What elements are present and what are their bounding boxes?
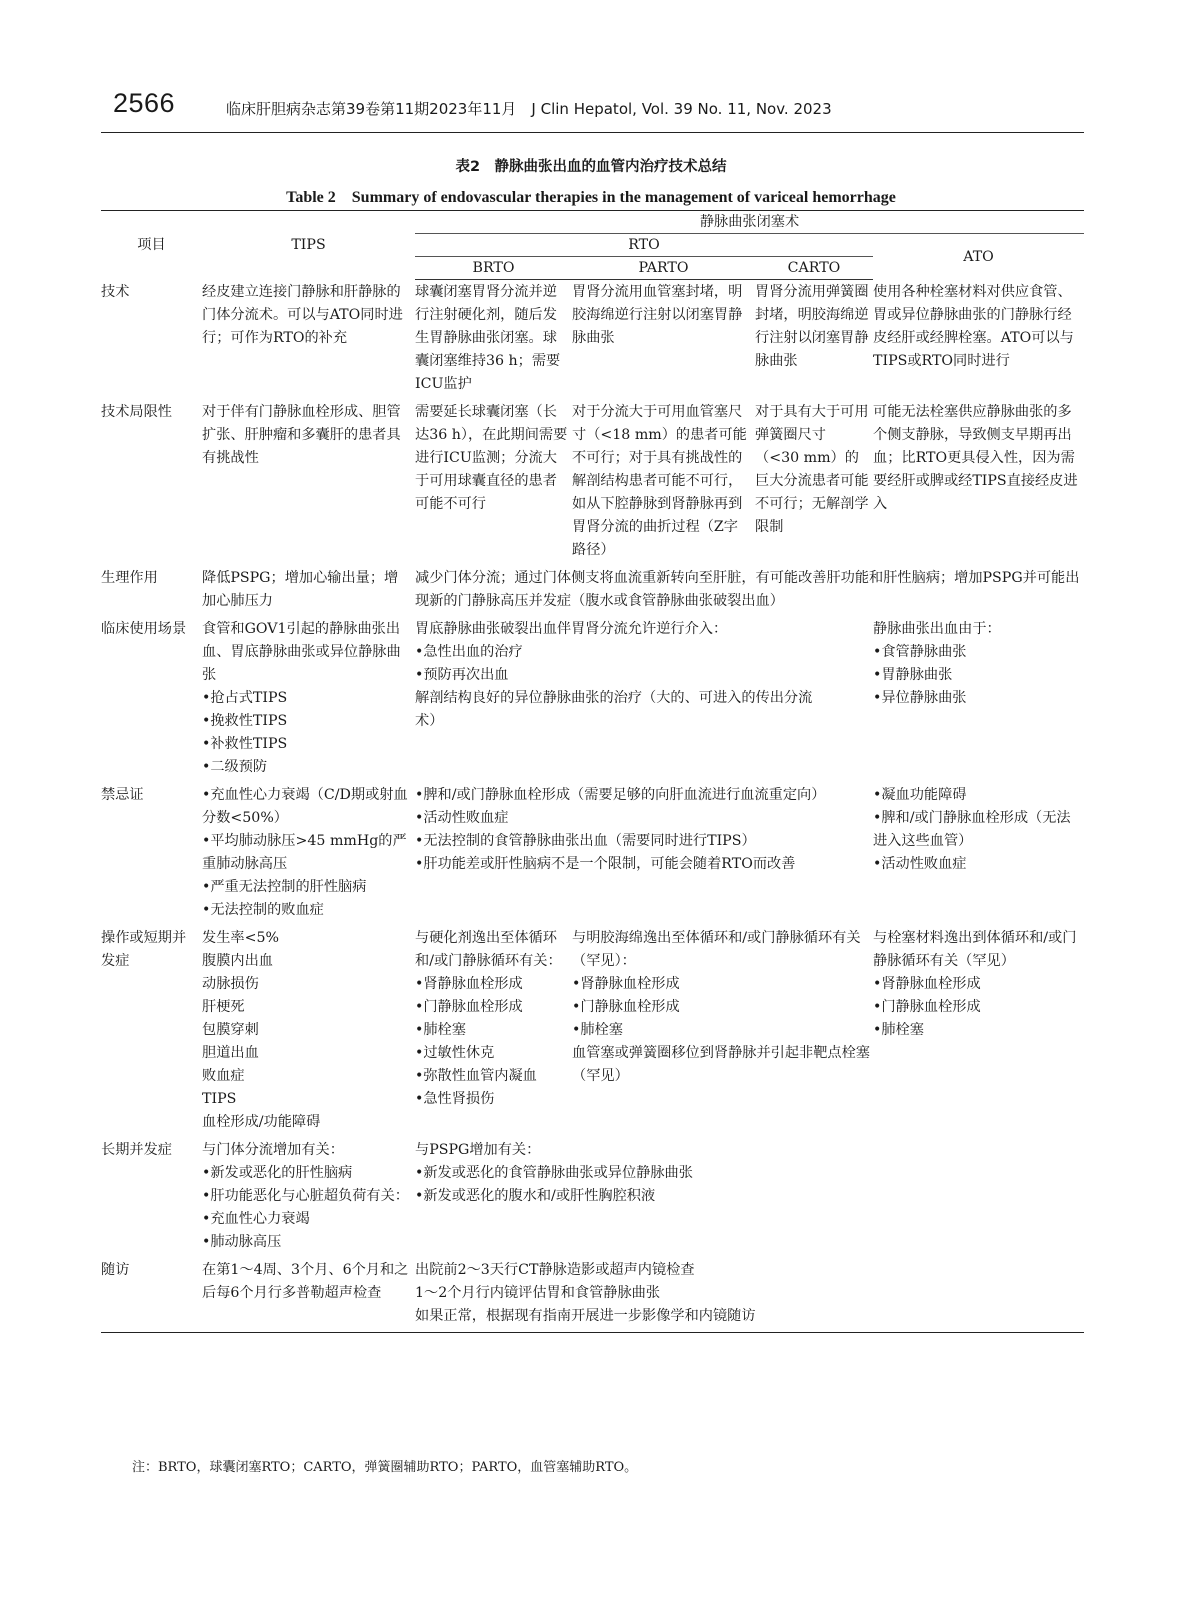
header-carto: CARTO [755, 257, 873, 280]
list-line: 与明胶海绵逸出至体循环和/或门静脉循环有关（罕见）： [572, 930, 861, 969]
list-line: •充血性心力衰竭 [202, 1211, 310, 1227]
list-line: •门静脉血栓形成 [873, 999, 981, 1015]
cell-tips [202, 783, 415, 926]
list-line: 肝梗死 [202, 999, 245, 1015]
list-line: 静脉曲张出血由于： [873, 621, 1001, 637]
cell-parto: 胃肾分流用血管塞封堵，明胶海绵逆行注射以闭塞胃静脉曲张 [572, 284, 743, 346]
page-number: 2566 [113, 88, 176, 118]
list-line: 包膜穿刺 [202, 1022, 259, 1038]
cell-tips: 对于伴有门静脉血栓形成、胆管扩张、肝肿瘤和多囊肝的患者具有挑战性 [202, 404, 401, 466]
list-line: •无法控制的败血症 [202, 902, 324, 918]
list-line: •门静脉血栓形成 [415, 999, 523, 1015]
list-line: •预防再次出血 [415, 667, 509, 683]
list-line: •活动性败血症 [873, 856, 967, 872]
row-contraindications [101, 783, 1084, 926]
row-label: 长期并发症 [101, 1142, 172, 1158]
list-line: •平均肺动脉压>45 mmHg的严重肺动脉高压 [202, 833, 407, 872]
list-line: 与PSPG增加有关： [415, 1142, 541, 1158]
list-line: •胃静脉曲张 [873, 667, 953, 683]
cell-tips [202, 926, 415, 1138]
row-limitations [101, 400, 1084, 566]
list-line: •肺动脉高压 [202, 1234, 282, 1250]
list-line: •新发或恶化的肝性脑病 [202, 1165, 353, 1181]
list-line: •异位静脉曲张 [873, 690, 967, 706]
list-line: •脾和/或门静脉血栓形成（需要足够的向肝血流进行血流重定向） [415, 787, 826, 803]
cell-rto [415, 617, 873, 783]
list-line: 解剖结构良好的异位静脉曲张的治疗（大的、可进入的传出分流术） [415, 690, 813, 729]
list-line: 胆道出血 [202, 1045, 259, 1061]
list-line: 胃底静脉曲张破裂出血伴胃肾分流允许逆行介入： [415, 621, 728, 637]
row-label: 临床使用场景 [101, 621, 187, 637]
list-line: •补救性TIPS [202, 736, 288, 752]
list-line: 腹膜内出血 [202, 953, 273, 969]
cell-rto [415, 783, 873, 926]
cell-tips: 降低PSPG；增加心输出量；增加心肺压力 [202, 570, 399, 609]
list-line: •食管静脉曲张 [873, 644, 967, 660]
running-header [101, 86, 1084, 133]
list-line: •急性肾损伤 [415, 1091, 495, 1107]
list-line: •肾静脉血栓形成 [415, 976, 523, 992]
row-technique [101, 280, 1084, 401]
list-line: 血栓形成/功能障碍 [202, 1114, 321, 1130]
list-line: •肺栓塞 [873, 1022, 924, 1038]
cell-ato [873, 617, 1084, 783]
cell-ato [873, 783, 1084, 926]
table-caption-cn: 表2 静脉曲张出血的血管内治疗技术总结 [455, 159, 727, 175]
cell-tips: 经皮建立连接门静脉和肝静脉的门体分流术。可以与ATO同时进行；可作为RTO的补充 [202, 283, 403, 346]
header-parto: PARTO [572, 257, 755, 280]
cell-carto: 胃肾分流用弹簧圈封堵，明胶海绵逆行注射以闭塞胃静脉曲张 [755, 284, 869, 369]
row-label: 禁忌证 [101, 787, 144, 803]
list-line: •肾静脉血栓形成 [572, 976, 680, 992]
list-line: •挽救性TIPS [202, 713, 288, 729]
list-line: 出院前2～3天行CT静脉造影或超声内镜检查 [415, 1262, 695, 1278]
list-line: 食管和GOV1引起的静脉曲张出血、胃底静脉曲张或异位静脉曲张 [202, 621, 401, 683]
list-line: •肝功能恶化与心脏超负荷有关： [202, 1188, 409, 1204]
list-line: 1～2个月行内镜评估胃和食管静脉曲张 [415, 1285, 661, 1301]
list-line: 发生率<5% [202, 930, 279, 946]
table-caption-en: Table 2 Summary of endovascular therapies in the management of variceal hemorrhage [286, 189, 896, 206]
cell-tips [202, 617, 415, 783]
cell-brto: 需要延长球囊闭塞（长达36 h），在此期间需要进行ICU监测；分流大于可用球囊直径的患者可能不可行 [415, 404, 568, 512]
row-label: 技术 [101, 283, 130, 300]
header-brto: BRTO [415, 257, 572, 280]
list-line: •充血性心力衰竭（C/D期或射血分数<50%） [202, 787, 408, 826]
list-line: •肺栓塞 [415, 1022, 466, 1038]
list-line: •弥散性血管内凝血 [415, 1068, 537, 1084]
header-ato: ATO [963, 248, 994, 265]
list-line: 如果正常，根据现有指南开展进一步影像学和内镜随访 [415, 1308, 756, 1324]
list-line: 与栓塞材料逸出到体循环和/或门静脉循环有关（罕见） [873, 930, 1077, 969]
header-row-1 [101, 211, 1084, 234]
list-line: •脾和/或门静脉血栓形成（无法进入这些血管） [873, 810, 1071, 849]
header-rto: RTO [415, 234, 873, 257]
list-line: 与门体分流增加有关： [202, 1142, 344, 1158]
list-line: •肺栓塞 [572, 1022, 623, 1038]
running-title: 临床肝胆病杂志第39卷第11期2023年11月 J Clin Hepatol, Vol. 39 No. 11, Nov. 2023 [226, 100, 832, 118]
row-followup [101, 1258, 1084, 1333]
row-label: 生理作用 [101, 570, 158, 586]
cell-brto [415, 926, 572, 1138]
list-line: •肝功能差或肝性脑病不是一个限制，可能会随着RTO而改善 [415, 856, 796, 872]
list-line: •严重无法控制的肝性脑病 [202, 879, 367, 895]
list-line: TIPS [202, 1091, 237, 1107]
list-line: •肾静脉血栓形成 [873, 976, 981, 992]
summary-table [101, 210, 1084, 1333]
list-line: •二级预防 [202, 759, 268, 775]
row-label: 操作或短期并发症 [101, 930, 187, 969]
list-line: •过敏性休克 [415, 1045, 495, 1061]
list-line: •新发或恶化的腹水和/或肝性胸腔积液 [415, 1188, 656, 1204]
row-label: 技术局限性 [101, 404, 172, 420]
cell-carto: 对于具有大于可用弹簧圈尺寸（<30 mm）的巨大分流患者可能不可行；无解剖学限制 [755, 404, 869, 535]
list-line: •门静脉血栓形成 [572, 999, 680, 1015]
row-label: 随访 [101, 1262, 130, 1278]
list-line: 动脉损伤 [202, 976, 259, 992]
list-line: 与硬化剂逸出至体循环和/或门静脉循环有关： [415, 930, 562, 969]
cell-tips [202, 1138, 415, 1258]
list-line: •急性出血的治疗 [415, 644, 523, 660]
cell-parto: 对于分流大于可用血管塞尺寸（<18 mm）的患者可能不可行；对于具有挑战性的解剖结构患者可能不可行，如从下腔静脉到肾静脉再到胃肾分流的曲折过程（Z字路径） [572, 404, 747, 558]
cell-ato: 可能无法栓塞供应静脉曲张的多个侧支静脉，导致侧支早期再出血；比RTO更具侵入性，因为需要经肝或脾或经TIPS直接经皮进入 [873, 404, 1078, 512]
list-line: •新发或恶化的食管静脉曲张或异位静脉曲张 [415, 1165, 693, 1181]
row-clinical-use [101, 617, 1084, 783]
list-line: •抢占式TIPS [202, 690, 288, 706]
row-physiology [101, 566, 1084, 617]
list-line: 血管塞或弹簧圈移位到肾静脉并引起非靶点栓塞（罕见） [572, 1045, 870, 1084]
cell-parto-carto [572, 926, 873, 1138]
list-line: •无法控制的食管静脉曲张出血（需要同时进行TIPS） [415, 833, 756, 849]
list-line: 败血症 [202, 1068, 245, 1084]
header-item: 项目 [137, 237, 166, 254]
cell-brto: 球囊闭塞胃肾分流并逆行注射硬化剂，随后发生胃静脉曲张闭塞。球囊闭塞维持36 h；需要ICU监护 [415, 284, 561, 392]
list-line: •活动性败血症 [415, 810, 509, 826]
cell-occlusion [415, 1138, 1084, 1258]
header-variceal-occlusion: 静脉曲张闭塞术 [415, 211, 1084, 234]
cell-tips: 在第1～4周、3个月、6个月和之后每6个月行多普勒超声检查 [202, 1262, 409, 1301]
cell-ato [873, 926, 1084, 1138]
table-note: 注：BRTO，球囊闭塞RTO；CARTO，弹簧圈辅助RTO；PARTO，血管塞辅助RTO。 [132, 1460, 638, 1475]
cell-occlusion [415, 1258, 1084, 1333]
row-long-term-complications [101, 1138, 1084, 1258]
cell-occlusion: 减少门体分流；通过门体侧支将血流重新转向至肝脏，有可能改善肝功能和肝性脑病；增加PSPG并可能出现新的门静脉高压并发症（腹水或食管静脉曲张破裂出血） [415, 570, 1080, 609]
row-short-term-complications [101, 926, 1084, 1138]
header-tips: TIPS [291, 237, 326, 254]
cell-ato: 使用各种栓塞材料对供应食管、胃或异位静脉曲张的门静脉行经皮经肝或经脾栓塞。ATO可以与TIPS或RTO同时进行 [873, 283, 1074, 369]
list-line: •凝血功能障碍 [873, 787, 967, 803]
